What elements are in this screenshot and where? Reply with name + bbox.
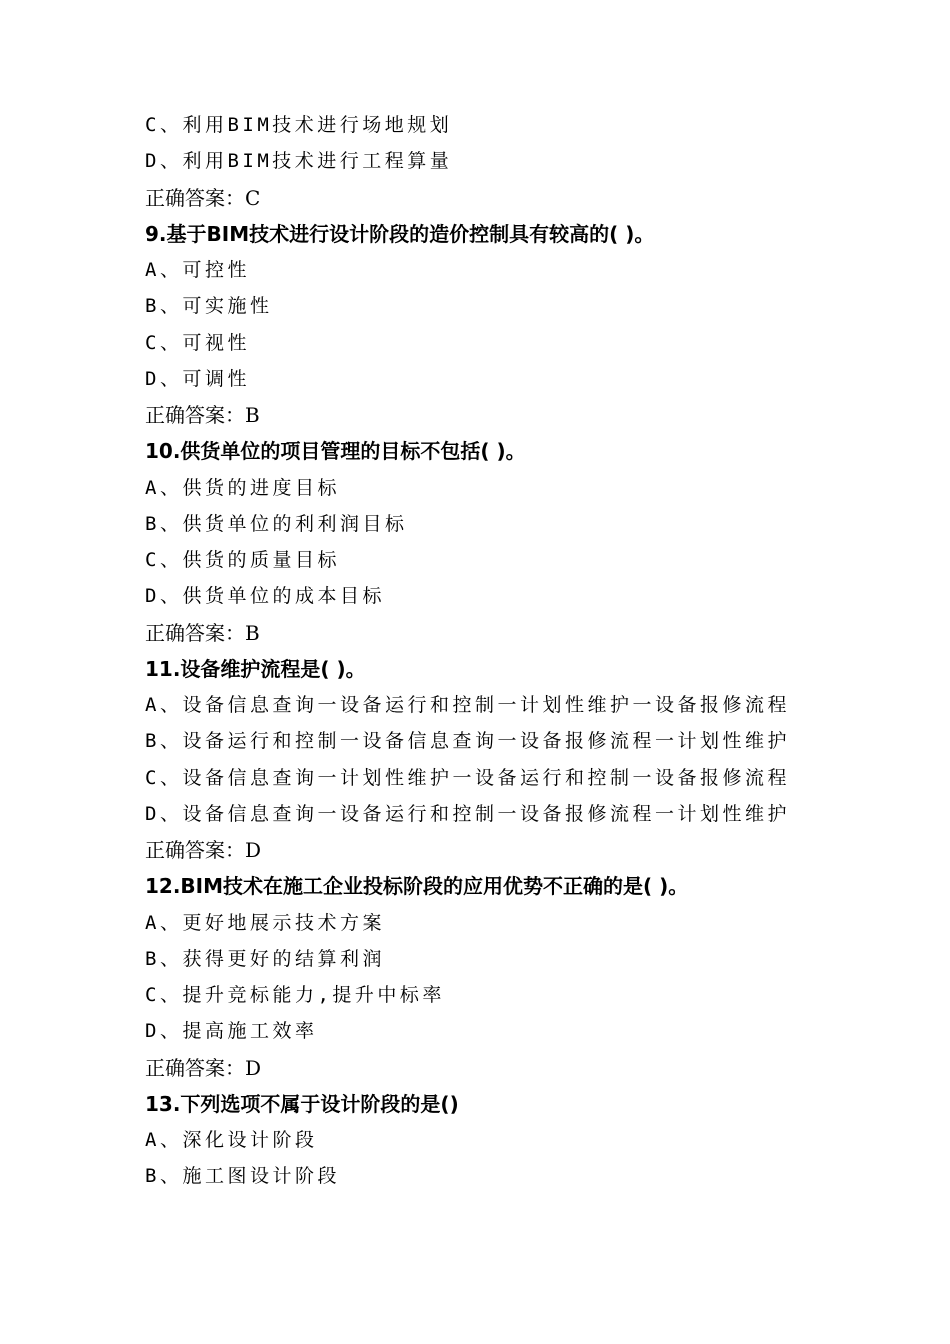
- answer-line: 正确答案：B: [145, 403, 260, 427]
- option-line: B、可实施性: [145, 295, 273, 318]
- question-line: 9.基于BIM技术进行设计阶段的造价控制具有较高的( )。: [145, 221, 655, 246]
- option-line: C、供货的质量目标: [145, 549, 340, 571]
- option-line: D、利用BIM技术进行工程算量: [145, 150, 453, 173]
- option-line: A、设备信息查询一设备运行和控制一计划性维护一设备报修流程: [145, 694, 790, 716]
- option-line: D、设备信息查询一设备运行和控制一设备报修流程一计划性维护: [145, 802, 790, 825]
- option-line: C、提升竞标能力,提升中标率: [145, 984, 445, 1006]
- option-line: B、施工图设计阶段: [145, 1165, 340, 1188]
- option-line: C、设备信息查询一计划性维护一设备运行和控制一设备报修流程: [145, 766, 790, 789]
- question-line: 11.设备维护流程是( )。: [145, 656, 366, 681]
- answer-line: 正确答案：C: [145, 185, 261, 210]
- option-line: A、供货的进度目标: [145, 476, 340, 499]
- option-line: A、更好地展示技术方案: [145, 911, 385, 934]
- option-line: A、可控性: [145, 259, 250, 281]
- option-line: B、供货单位的利利润目标: [145, 512, 408, 535]
- question-line: 13.下列选项不属于设计阶段的是(): [145, 1091, 459, 1116]
- answer-line: 正确答案：D: [145, 1055, 262, 1080]
- exam-content: [145, 107, 845, 1195]
- option-line: C、利用BIM技术进行场地规划: [145, 114, 453, 136]
- option-line: D、供货单位的成本目标: [145, 585, 385, 608]
- option-line: B、设备运行和控制一设备信息查询一设备报修流程一计划性维护: [145, 730, 790, 753]
- option-line: B、获得更好的结算利润: [145, 947, 385, 970]
- option-line: D、可调性: [145, 367, 250, 390]
- question-line: 10.供货单位的项目管理的目标不包括( )。: [145, 439, 526, 464]
- answer-line: 正确答案：B: [145, 620, 260, 645]
- answer-line: 正确答案：D: [145, 838, 262, 862]
- option-line: C、可视性: [145, 331, 250, 354]
- option-line: D、提高施工效率: [145, 1020, 318, 1043]
- question-line: 12.BIM技术在施工企业投标阶段的应用优势不正确的是( )。: [145, 874, 689, 899]
- option-line: A、深化设计阶段: [145, 1129, 318, 1151]
